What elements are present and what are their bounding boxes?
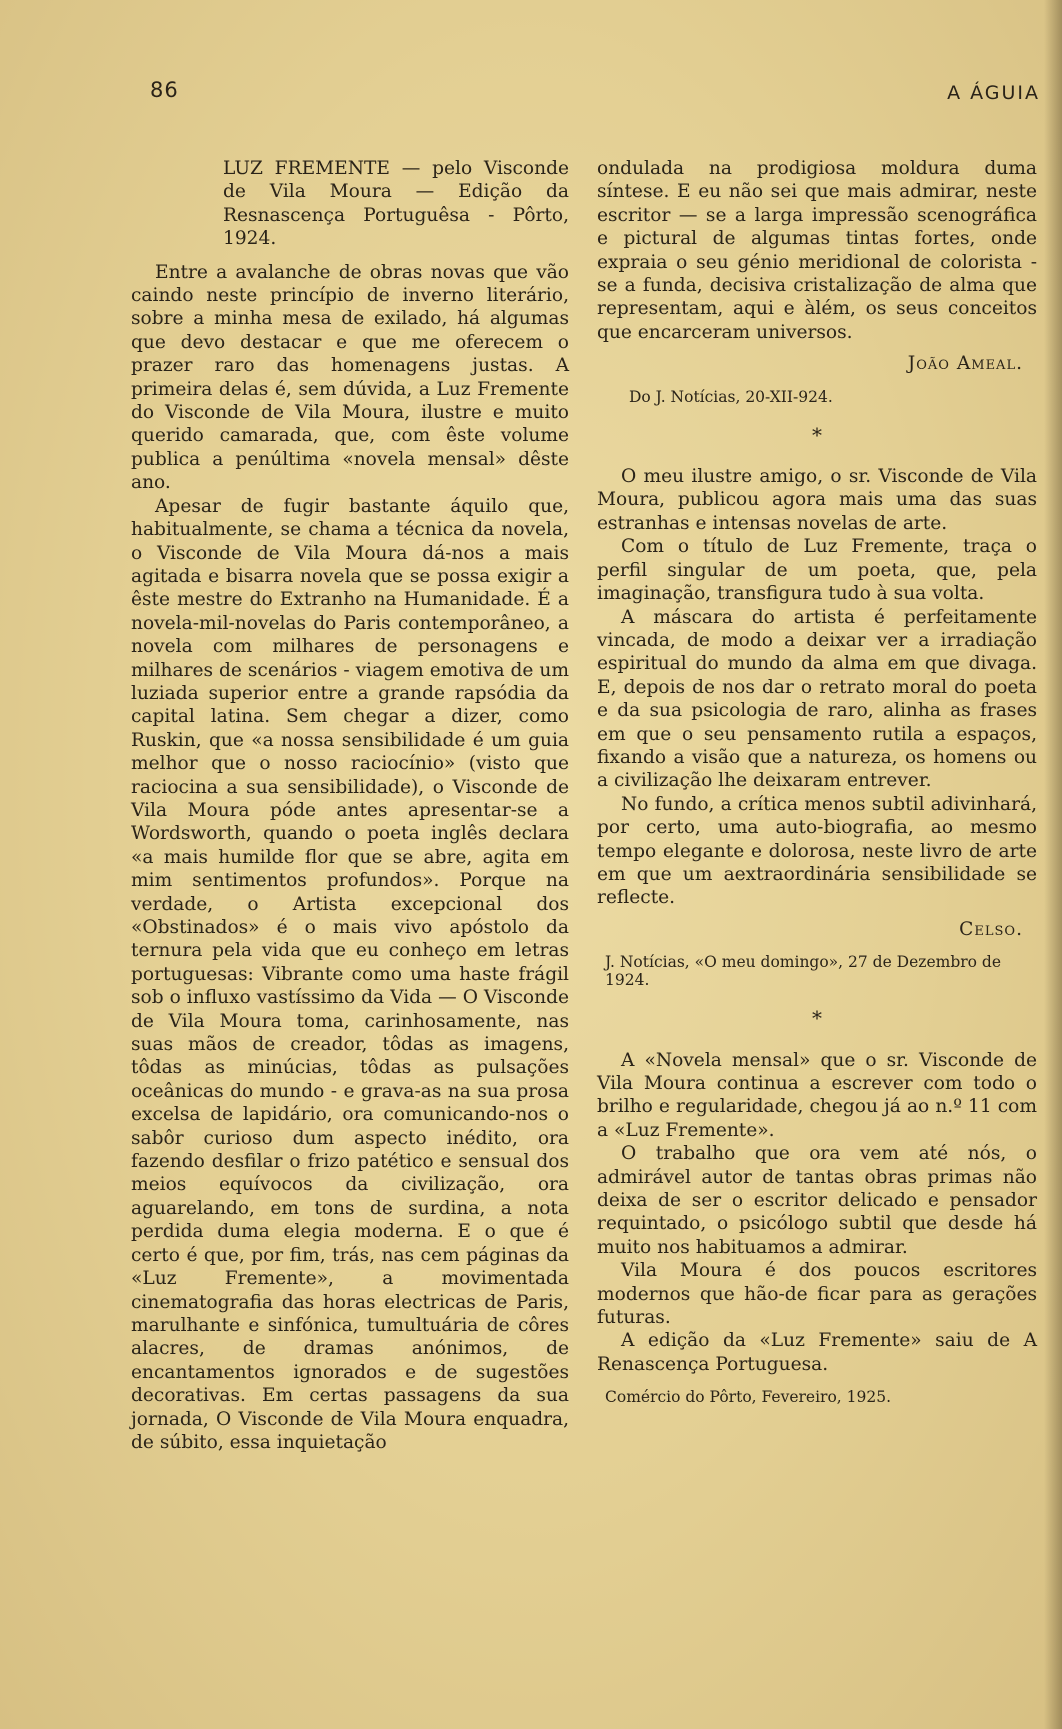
signature-celso: Celso.	[959, 918, 1023, 940]
right-paragraph-6: A «Novela mensal» que o sr. Visconde de Vila Moura continua a escrever com todo o brilho e regularidade, chegou já ao n.º 11 com a «Luz Fremente».	[597, 1049, 1037, 1141]
right-column	[597, 157, 1037, 1406]
right-paragraph-5: No fundo, a crítica menos subtil adivinhará, por certo, uma auto-biografia, ao mesmo tempo elegante e dolorosa, neste livro de arte em que um aextraordinária sensibilidade se reflecte.	[597, 793, 1037, 909]
left-column	[131, 157, 569, 1454]
right-paragraph-9: A edição da «Luz Fremente» saiu de A Renascença Portuguesa.	[597, 1330, 1037, 1375]
right-paragraph-1: ondulada na prodigiosa moldura duma síntese. E eu não sei que mais admirar, neste escritor — se a larga impressão scenográfica e pictural de algumas tintas fortes, onde expraia o seu génio meridional de colorista - se a funda, decisiva cristalização de alma que representam, aqui e àlém, os seus conceitos que encarceram universos.	[597, 158, 1037, 343]
source-citation-2: J. Notícias, «O meu domingo», 27 de Dezembro de 1924.	[605, 953, 1002, 990]
running-head	[150, 78, 1040, 108]
journal-title: A ÁGUIA	[947, 82, 1040, 104]
right-paragraph-3: Com o título de Luz Fremente, traça o perfil singular de um poeta, que, pela imaginação, transfigura tudo à sua volta.	[597, 536, 1037, 605]
source-citation-3: Comércio do Pôrto, Fevereiro, 1925.	[605, 1388, 892, 1407]
right-paragraph-2: O meu ilustre amigo, o sr. Visconde de Vila Moura, publicou agora mais uma das suas estranhas e intensas novelas de arte.	[597, 466, 1037, 534]
page-number: 86	[150, 78, 179, 102]
section-separator-2: *	[812, 1006, 822, 1031]
section-separator-1: *	[812, 422, 822, 447]
left-paragraph-1: Entre a avalanche de obras novas que vão caindo neste princípio de inverno literário, sobre a minha mesa de exilado, há algumas que devo destacar e que me oferecem o prazer raro das homenagens justas. A primeira delas é, sem dúvida, a Luz Fremente do Visconde de Vila Moura, ilustre e muito querido camarada, que, com êste volume publica a penúltima «novela mensal» dêste ano.	[131, 261, 569, 494]
source-citation-1: Do J. Notícias, 20-XII-924.	[629, 387, 833, 406]
right-paragraph-8: Vila Moura é dos poucos escritores modernos que hão-de ficar para as gerações futuras.	[597, 1260, 1037, 1329]
review-title: LUZ FREMENTE — pelo Visconde de Vila Moura — Edição da Resnascença Portuguêsa - Pôrto, 1924.	[223, 158, 569, 250]
right-paragraph-7: O trabalho que ora vem até nós, o admirável autor de tantas obras primas não deixa de ser o escritor delicado e pensador requintado, o psicólogo subtil que desde há muito nos habituamos a admirar.	[597, 1143, 1037, 1258]
left-paragraph-2: Apesar de fugir bastante áquilo que, habitualmente, se chama a técnica da novela, o Visconde de Vila Moura dá-nos a mais agitada e bisarra novela que se possa exigir a êste mestre do Extranho na Humanidade. É a novela-mil-novelas do Paris contemporâneo, a novela com milhares de personagens e milhares de scenários - viagem emotiva de um luziada superior entre a grande rapsódia da capital latina. Sem chegar a dizer, como Ruskin, que «a nossa sensibilidade é um guia melhor que o nosso raciocínio» (visto que raciocina a sua sensibilidade), o Visconde de Vila Moura póde antes apresentar-se a Wordsworth, quando o poeta inglês declara «a mais humilde flor que se abre, agita em mim sentimentos profundos». Porque na verdade, o Artista excepcional dos «Obstinados» é o mais vivo apóstolo da ternura pela vida que eu conheço em letras portuguesas: Vibrante como uma haste frágil sob o influxo vastíssimo da Vida — O Visconde de Vila Moura toma, carinhosamente, nas suas mãos de creador, tôdas as imagens, tôdas as minúcias, tôdas as pulsações oceânicas do mundo - e grava-as na sua prosa excelsa de lapidário, ora comunicando-nos o sabôr curioso dum aspecto inédito, ora fazendo desfilar o frizo patético e sensual dos meios equívocos da civilização, ora aguarelando, em tons de surdina, a nota perdida duma elegia moderna. E o que é certo é que, por fim, trás, nas cem páginas da «Luz Fremente», a movimentada cinematografia das horas electricas de Paris, marulhante e sinfónica, tumultuária de côres alacres, de dramas anónimos, de encantamentos ignorados e de sugestões decorativas. Em certas passagens da sua jornada, O Visconde de Vila Moura enquadra, de súbito, essa inquietação	[131, 495, 569, 1453]
right-paragraph-4: A máscara do artista é perfeitamente vincada, de modo a deixar ver a irradiação espiritual do mundo da alma em que divaga. E, depois de nos dar o retrato moral do poeta e da sua psicologia de raro, alinha as frases em que o seu pensamento rutila a espaços, fixando a visão que a natureza, os homens ou a civilização lhe deixaram entrever.	[597, 606, 1037, 792]
signature-joao-ameal: João Ameal.	[907, 353, 1023, 375]
